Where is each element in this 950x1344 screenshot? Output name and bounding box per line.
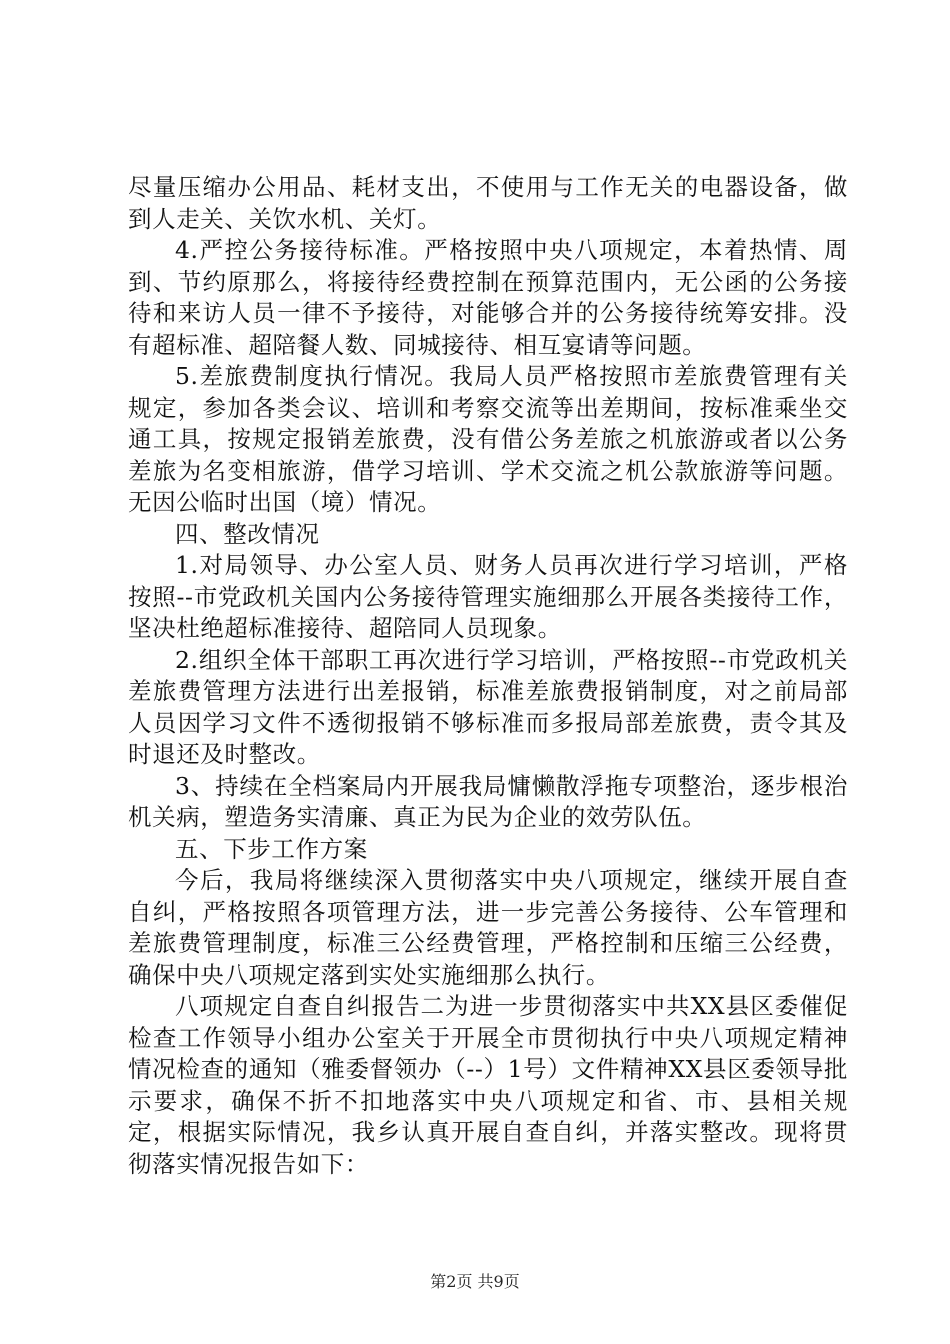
- section-heading: 四、整改情况: [175, 519, 320, 548]
- document-body: [128, 172, 848, 1180]
- paragraph: 尽量压缩办公用品、耗材支出，不使用与工作无关的电器设备，做到人走关、关饮水机、关灯。: [128, 173, 848, 233]
- paragraph: 八项规定自查自纠报告二为进一步贯彻落实中共XX县区委催促检查工作领导小组办公室关于开展全市贯彻执行中央八项规定精神情况检查的通知（雅委督领办（--）1号）文件精神XX县区委领导批示要求，确保不折不扣地落实中央八项规定和省、市、县相关规定，根据实际情况，我乡认真开展自查自纠，并落实整改。现将贯彻落实情况报告如下：: [128, 992, 848, 1178]
- paragraph: 4.严控公务接待标准。严格按照中央八项规定，本着热情、周到、节约原那么，将接待经费控制在预算范围内，无公函的公务接待和来访人员一律不予接待，对能够合并的公务接待统筹安排。没有超标准、超陪餐人数、同城接待、相互宴请等问题。: [128, 236, 848, 359]
- paragraph: 1.对局领导、办公室人员、财务人员再次进行学习培训，严格按照--市党政机关国内公务接待管理实施细那么开展各类接待工作，坚决杜绝超标准接待、超陪同人员现象。: [128, 551, 848, 642]
- page-number-footer: 第2页 共9页: [430, 1272, 520, 1291]
- section-heading: 五、下步工作方案: [175, 834, 368, 863]
- paragraph: 2.组织全体干部职工再次进行学习培训，严格按照--市党政机关差旅费管理方法进行出差报销，标准差旅费报销制度，对之前局部人员因学习文件不透彻报销不够标准而多报局部差旅费，责令其及时退还及时整改。: [128, 645, 848, 768]
- paragraph: 5.差旅费制度执行情况。我局人员严格按照市差旅费管理有关规定，参加各类会议、培训和考察交流等出差期间，按标准乘坐交通工具，按规定报销差旅费，没有借公务差旅之机旅游或者以公务差旅为名变相旅游，借学习培训、学术交流之机公款旅游等问题。无因公临时出国（境）情况。: [128, 362, 848, 516]
- paragraph: 今后，我局将继续深入贯彻落实中央八项规定，继续开展自查自纠，严格按照各项管理方法，进一步完善公务接待、公车管理和差旅费管理制度，标准三公经费管理，严格控制和压缩三公经费，确保中央八项规定落到实处实施细那么执行。: [128, 866, 848, 989]
- paragraph: 3、持续在全档案局内开展我局慵懒散浮拖专项整治，逐步根治机关病，塑造务实清廉、真正为民为企业的效劳队伍。: [128, 771, 848, 831]
